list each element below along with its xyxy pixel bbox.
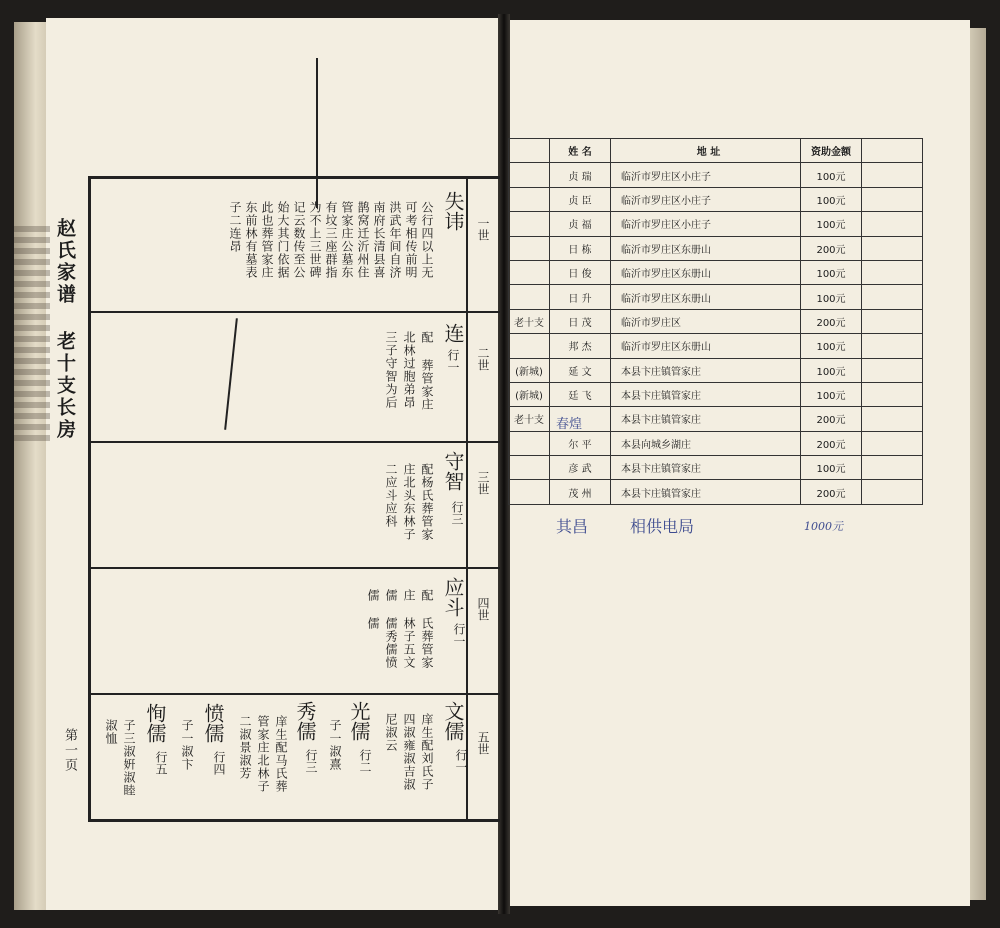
table-row <box>509 163 923 187</box>
donor-address: 临沂市罗庄区小庄子 <box>611 212 801 236</box>
donor-name: 尔 平 <box>550 431 611 455</box>
row-note: (新城) <box>509 358 550 382</box>
donor-address: 临沂市罗庄区东册山 <box>611 260 801 284</box>
row-note <box>509 212 550 236</box>
row-note: (新城) <box>509 382 550 406</box>
donor-address: 临沂市罗庄区东册山 <box>611 236 801 260</box>
biography-line: 庠生配马氏葬 <box>274 715 288 793</box>
biography-line: 有坟三座群指 <box>324 201 338 279</box>
donor-address: 临沂市罗庄区东册山 <box>611 334 801 358</box>
biography-line: 鹊窝迁沂州住 <box>356 201 370 279</box>
biography-line: 可考相传前明 <box>404 201 418 279</box>
biography-line: 始大其门依据 <box>276 201 290 279</box>
row-note <box>509 285 550 309</box>
blank-cell <box>862 456 923 480</box>
biography-line: 庠生配刘氏子 <box>420 713 434 791</box>
bleed-through-text <box>14 226 50 446</box>
table-row <box>509 431 923 455</box>
row-note <box>509 456 550 480</box>
person-name: 失讳 <box>441 191 465 231</box>
handwritten-name: 其昌 <box>556 517 589 536</box>
donor-name: 彦 武 <box>550 456 611 480</box>
biography-line: 为不上三世碑 <box>308 201 322 279</box>
row-note <box>509 334 550 358</box>
blank-cell <box>862 187 923 211</box>
row-note <box>509 163 550 187</box>
blank-cell <box>862 480 923 504</box>
spine-title: 赵氏家谱 老十支长房 <box>54 218 76 441</box>
donor-name: 日 升 <box>550 285 611 309</box>
biography-line: 庄北头东林子 <box>402 463 416 541</box>
biography-line: 淑恤 <box>104 719 118 745</box>
donor-address: 本县卞庄镇管家庄 <box>611 407 801 431</box>
rank-tag: 行一 <box>454 749 468 773</box>
generation-label: 二世 <box>476 347 490 371</box>
donor-address: 本县向城乡湖庄 <box>611 431 801 455</box>
blank-cell <box>862 163 923 187</box>
biography-line: 配 葬管家庄 <box>420 331 434 411</box>
biography-line: 管家庄北林子 <box>256 715 270 793</box>
blank-cell <box>862 334 923 358</box>
donor-address: 临沂市罗庄区小庄子 <box>611 187 801 211</box>
table-row <box>509 480 923 504</box>
table-row <box>509 187 923 211</box>
row-note: 老十支 <box>509 309 550 333</box>
generation-label: 三世 <box>476 471 490 495</box>
donor-name: 茂 州 <box>550 480 611 504</box>
donor-name: 日 茂 <box>550 309 611 333</box>
column-header: 资助金额 <box>801 139 862 163</box>
donor-address: 本县卞庄镇管家庄 <box>611 358 801 382</box>
rank-tag: 行四 <box>212 751 226 775</box>
donor-name: 延 文 <box>550 358 611 382</box>
generation-label: 四世 <box>476 597 490 621</box>
donor-address: 临沂市罗庄区 <box>611 309 801 333</box>
generation-label: 五世 <box>476 731 490 755</box>
biography-line: 二淑景淑芳 <box>238 715 252 780</box>
donor-name: 日 俊 <box>550 260 611 284</box>
biography-line: 东前林有墓表 <box>244 201 258 279</box>
table-row <box>509 285 923 309</box>
donor-address: 临沂市罗庄区东册山 <box>611 285 801 309</box>
donation-amount: 100元 <box>801 334 862 358</box>
blank-cell <box>862 236 923 260</box>
donation-amount: 100元 <box>801 187 862 211</box>
left-page-edge <box>14 22 50 910</box>
biography-line: 儒 儒秀儒愤 <box>384 589 398 669</box>
rank-tag: 行三 <box>450 501 464 525</box>
row-note <box>509 260 550 284</box>
blank-cell <box>862 407 923 431</box>
blank-cell <box>862 309 923 333</box>
handwritten-note: 春煌 <box>556 417 583 432</box>
rank-tag: 行二 <box>358 749 372 773</box>
handwritten-amount: 1000元 <box>804 520 843 533</box>
biography-line: 四淑雍淑吉淑 <box>402 713 416 791</box>
row-note <box>509 236 550 260</box>
row-note <box>509 431 550 455</box>
biography-line: 配杨氏葬管家 <box>420 463 434 541</box>
donation-amount: 200元 <box>801 407 862 431</box>
biography-line: 南府长清县喜 <box>372 201 386 279</box>
table-row <box>509 456 923 480</box>
blank-cell <box>862 260 923 284</box>
rank-tag: 行五 <box>154 751 168 775</box>
biography-line: 北林过胞弟昂 <box>402 331 416 409</box>
donation-amount: 100元 <box>801 382 862 406</box>
donor-address: 本县卞庄镇管家庄 <box>611 382 801 406</box>
donation-amount: 100元 <box>801 456 862 480</box>
person-name: 愤儒 <box>201 703 225 743</box>
donation-amount: 100元 <box>801 358 862 382</box>
rank-tag: 行一 <box>452 623 466 647</box>
donor-name: 邦 杰 <box>550 334 611 358</box>
table-row <box>509 358 923 382</box>
donor-name: 贞 臣 <box>550 187 611 211</box>
column-header: 姓 名 <box>550 139 611 163</box>
donor-name: 廷 飞 <box>550 382 611 406</box>
table-row <box>509 382 923 406</box>
genealogy-table <box>88 176 500 822</box>
person-name: 连 <box>441 323 465 343</box>
rank-tag: 行一 <box>446 349 460 373</box>
blank-cell <box>862 431 923 455</box>
biography-line: 三子守智为后 <box>384 331 398 409</box>
donation-amount: 100元 <box>801 285 862 309</box>
biography-line: 子一淑熹 <box>328 719 342 771</box>
row-note <box>509 480 550 504</box>
donor-address: 本县卞庄镇管家庄 <box>611 456 801 480</box>
column-header <box>862 139 923 163</box>
person-name: 恂儒 <box>143 703 167 743</box>
biography-line: 洪武年间自济 <box>388 201 402 279</box>
biography-line: 子二连昂 <box>228 201 242 253</box>
column-header: 地 址 <box>611 139 801 163</box>
column-header <box>509 139 550 163</box>
donation-amount: 200元 <box>801 309 862 333</box>
donor-address: 临沂市罗庄区小庄子 <box>611 163 801 187</box>
donor-table <box>508 138 923 505</box>
donation-amount: 100元 <box>801 212 862 236</box>
rank-tag: 行三 <box>304 749 318 773</box>
page-number: 第一页 <box>62 728 77 773</box>
table-row <box>509 236 923 260</box>
table-row <box>509 212 923 236</box>
donation-amount: 200元 <box>801 431 862 455</box>
biography-line: 二应斗应科 <box>384 463 398 528</box>
donor-address: 本县卞庄镇管家庄 <box>611 480 801 504</box>
blank-cell <box>862 212 923 236</box>
table-row <box>509 334 923 358</box>
blank-cell <box>862 358 923 382</box>
person-name: 守智 <box>441 451 465 491</box>
biography-line: 儒 儒 <box>366 589 380 630</box>
donation-amount: 200元 <box>801 480 862 504</box>
biography-line: 配 氏葬管家 <box>420 589 434 669</box>
table-row <box>509 260 923 284</box>
donation-amount: 100元 <box>801 260 862 284</box>
donation-amount: 200元 <box>801 236 862 260</box>
biography-line: 记云数传至公 <box>292 201 306 279</box>
blank-cell <box>862 285 923 309</box>
handwritten-address: 相供电局 <box>630 517 695 536</box>
biography-line: 尼淑云 <box>384 713 398 752</box>
person-name: 秀儒 <box>293 701 317 741</box>
person-name: 文儒 <box>441 701 465 741</box>
biography-line: 管家庄公墓东 <box>340 201 354 279</box>
donor-name: 日 栋 <box>550 236 611 260</box>
generation-label: 一世 <box>476 217 490 241</box>
blank-cell <box>862 382 923 406</box>
table-row <box>509 309 923 333</box>
row-note: 老十支 <box>509 407 550 431</box>
biography-line: 庄 林子五文 <box>402 589 416 669</box>
row-note <box>509 187 550 211</box>
table-header-row <box>509 139 923 163</box>
biography-line: 子三淑姸淑睦 <box>122 719 136 797</box>
biography-line: 公行四以上无 <box>420 201 434 279</box>
donation-amount: 100元 <box>801 163 862 187</box>
biography-line: 此也葬管家庄 <box>260 201 274 279</box>
donor-name: 贞 瑞 <box>550 163 611 187</box>
person-name: 应斗 <box>441 577 465 617</box>
biography-line: 子一淑卞 <box>180 719 194 771</box>
donor-name: 贞 福 <box>550 212 611 236</box>
person-name: 光儒 <box>347 701 371 741</box>
